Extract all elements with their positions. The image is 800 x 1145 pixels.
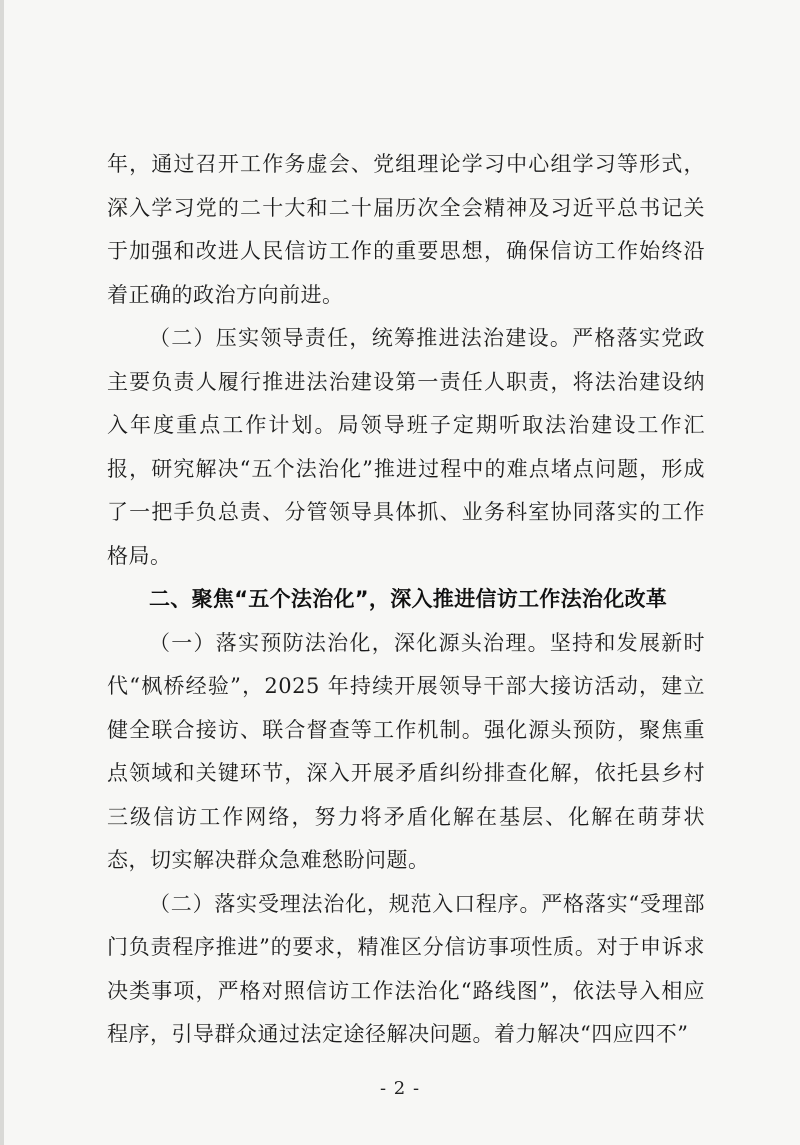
page-number: - 2 - — [379, 1078, 421, 1099]
paragraph-acceptance-legalization: （二）落实受理法治化，规范入口程序。严格落实“受理部门负责程序推进”的要求，精准区分信访事项性质。对于申诉求决类事项，严格对照信访工作法治化“路线图”，依法导入相应程序，引导群众通过法定途径解决问题。着力解决“四应四不” — [107, 891, 705, 1046]
paragraph-continuation: 年，通过召开工作务虚会、党组理论学习中心组学习等形式，深入学习党的二十大和二十届历次全会精神及习近平总书记关于加强和改进人民信访工作的重要思想，确保信访工作始终沿着正确的政治方向前进。 — [107, 152, 705, 307]
paragraph-prevention-legalization: （一）落实预防法治化，深化源头治理。坚持和发展新时代“枫桥经验”，2025 年持续开展领导干部大接访活动，建立健全联合接访、联合督查等工作机制。强化源头预防，聚焦重点领域和关键环节，深入开展矛盾纠纷排查化解，依托县乡村三级信访工作网络，努力将矛盾化解在基层、化解在萌芽状态，切实解决群众急难愁盼问题。 — [107, 630, 705, 872]
paragraph-leadership-responsibility: （二）压实领导责任，统筹推进法治建设。严格落实党政主要负责人履行推进法治建设第一责任人职责，将法治建设纳入年度重点工作计划。局领导班子定期听取法治建设工作汇报，研究解决“五个法治化”推进过程中的难点堵点问题，形成了一把手负总责、分管领导具体抓、业务科室协同落实的工作格局。 — [107, 326, 705, 568]
page-left-edge — [0, 0, 4, 1145]
document-body — [107, 143, 705, 1057]
section-heading-five-legalizations: 二、聚焦“五个法治化”，深入推进信访工作法治化改革 — [149, 587, 668, 611]
